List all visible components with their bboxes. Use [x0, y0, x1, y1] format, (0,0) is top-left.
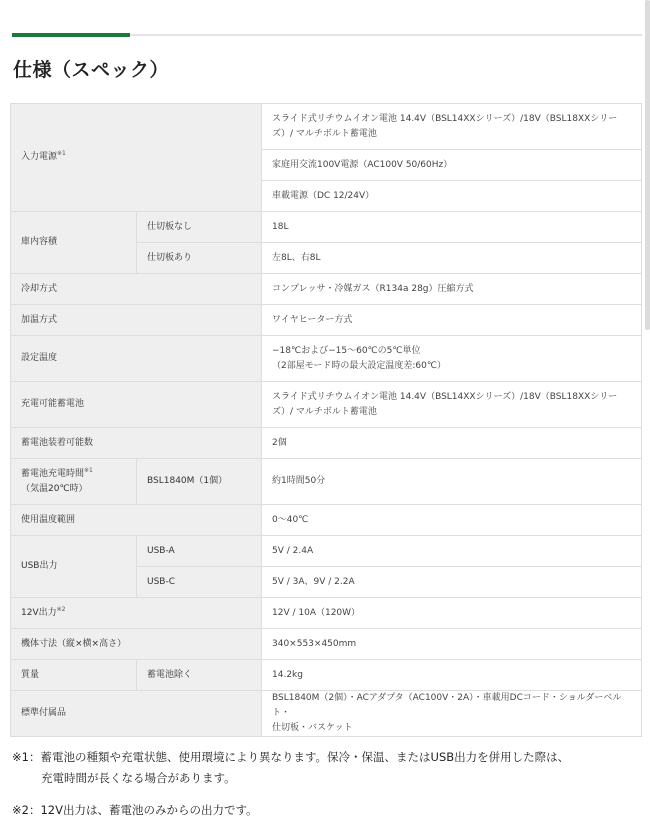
row-sublabel-usb-c: USB-C: [137, 567, 262, 598]
row-value-12v-output: 12V / 10A（120W）: [262, 598, 642, 629]
heading-divider: [12, 34, 642, 36]
row-value-charge-time: 約1時間50分: [262, 459, 642, 505]
row-label-usb-output: USB出力: [11, 536, 137, 598]
row-value-usb-a: 5V / 2.4A: [262, 536, 642, 567]
row-label-charge-time: 蓄電池充電時間$^{※1}$ （気温20℃時）: [11, 459, 137, 505]
footnote-mark: ※2: [56, 605, 66, 613]
footnote-mark: ※1: [57, 150, 66, 158]
row-label-12v-output: 12V出力$^{※2}$: [11, 598, 262, 629]
row-label-heating: 加温方式: [11, 305, 262, 336]
row-label-set-temperature: 設定温度: [11, 336, 262, 382]
row-value-capacity-no-divider: 18L: [262, 212, 642, 243]
table-row: [11, 336, 642, 382]
footnote-mark: ※1: [84, 466, 93, 474]
row-value-heating: ワイヤヒーター方式: [262, 305, 642, 336]
footnote-1-line-2: 充電時間が長くなる場合があります。: [41, 771, 236, 786]
table-row: [11, 505, 642, 536]
row-label-power: 入力電源$^{※1}$: [11, 104, 262, 212]
table-row: [11, 459, 642, 505]
row-label-battery-count: 蓄電池装着可能数: [11, 428, 262, 459]
row-value-capacity-with-divider: 左8L、右8L: [262, 243, 642, 274]
heading-accent-bar: [12, 33, 130, 37]
table-row: [11, 428, 642, 459]
row-value-battery-count: 2個: [262, 428, 642, 459]
row-value-power-dc: 車載電源（DC 12/24V）: [262, 181, 642, 212]
row-sublabel-mass: 蓄電池除く: [137, 660, 262, 691]
table-row: [11, 629, 642, 660]
table-row: [11, 104, 642, 150]
row-value-power-ac: 家庭用交流100V電源（AC100V 50/60Hz）: [262, 150, 642, 181]
row-value-set-temperature: −18℃および−15〜60℃の5℃単位 （2部屋モード時の最大設定温度差:60℃）: [262, 336, 642, 382]
row-sublabel-charge-battery: BSL1840M（1個）: [137, 459, 262, 505]
row-value-mass: 14.2kg: [262, 660, 642, 691]
row-value-accessories: BSL1840M（2個）・ACアダプタ（AC100V・2A）・車載用DCコード・ショルダーベルト・ 仕切板・バスケット: [262, 691, 642, 737]
row-label-accessories: 標準付属品: [11, 691, 262, 737]
row-value-dimensions: 340×553×450mm: [262, 629, 642, 660]
row-value-cooling: コンプレッサ・冷媒ガス（R134a 28g）圧縮方式: [262, 274, 642, 305]
table-row: [11, 536, 642, 567]
table-row: [11, 660, 642, 691]
table-row: [11, 212, 642, 243]
footnote-2: ※2：12V出力は、蓄電池のみからの出力です。: [12, 802, 258, 817]
scrollbar[interactable]: [645, 0, 650, 330]
table-row: [11, 305, 642, 336]
table-row: [11, 691, 642, 737]
table-row: [11, 382, 642, 428]
row-value-usb-c: 5V / 3A、9V / 2.2A: [262, 567, 642, 598]
row-label-dimensions: 機体寸法（縦×横×高さ）: [11, 629, 262, 660]
row-sublabel-with-divider: 仕切板あり: [137, 243, 262, 274]
table-row: [11, 274, 642, 305]
row-label-cooling: 冷却方式: [11, 274, 262, 305]
row-label-mass: 質量: [11, 660, 137, 691]
footnotes: [12, 747, 569, 821]
row-label-operating-temperature: 使用温度範囲: [11, 505, 262, 536]
footnote-1-line-1: ※1：蓄電池の種類や充電状態、使用環境により異なります。保冷・保温、またはUSB出力を併用した際は、: [12, 750, 570, 764]
table-row: [11, 598, 642, 629]
row-value-operating-temperature: 0〜40℃: [262, 505, 642, 536]
row-value-chargeable-battery: スライド式リチウムイオン電池 14.4V（BSL14XXシリーズ）/18V（BSL18XXシリーズ）/ マルチボルト蓄電池: [262, 382, 642, 428]
page-title: 仕様（スペック）: [13, 59, 170, 81]
row-value-power-battery: スライド式リチウムイオン電池 14.4V（BSL14XXシリーズ）/18V（BSL18XXシリーズ）/ マルチボルト蓄電池: [262, 104, 642, 150]
spec-table: [10, 103, 642, 737]
row-label-capacity: 庫内容積: [11, 212, 137, 274]
row-sublabel-usb-a: USB-A: [137, 536, 262, 567]
row-label-chargeable-battery: 充電可能蓄電池: [11, 382, 262, 428]
row-sublabel-no-divider: 仕切板なし: [137, 212, 262, 243]
